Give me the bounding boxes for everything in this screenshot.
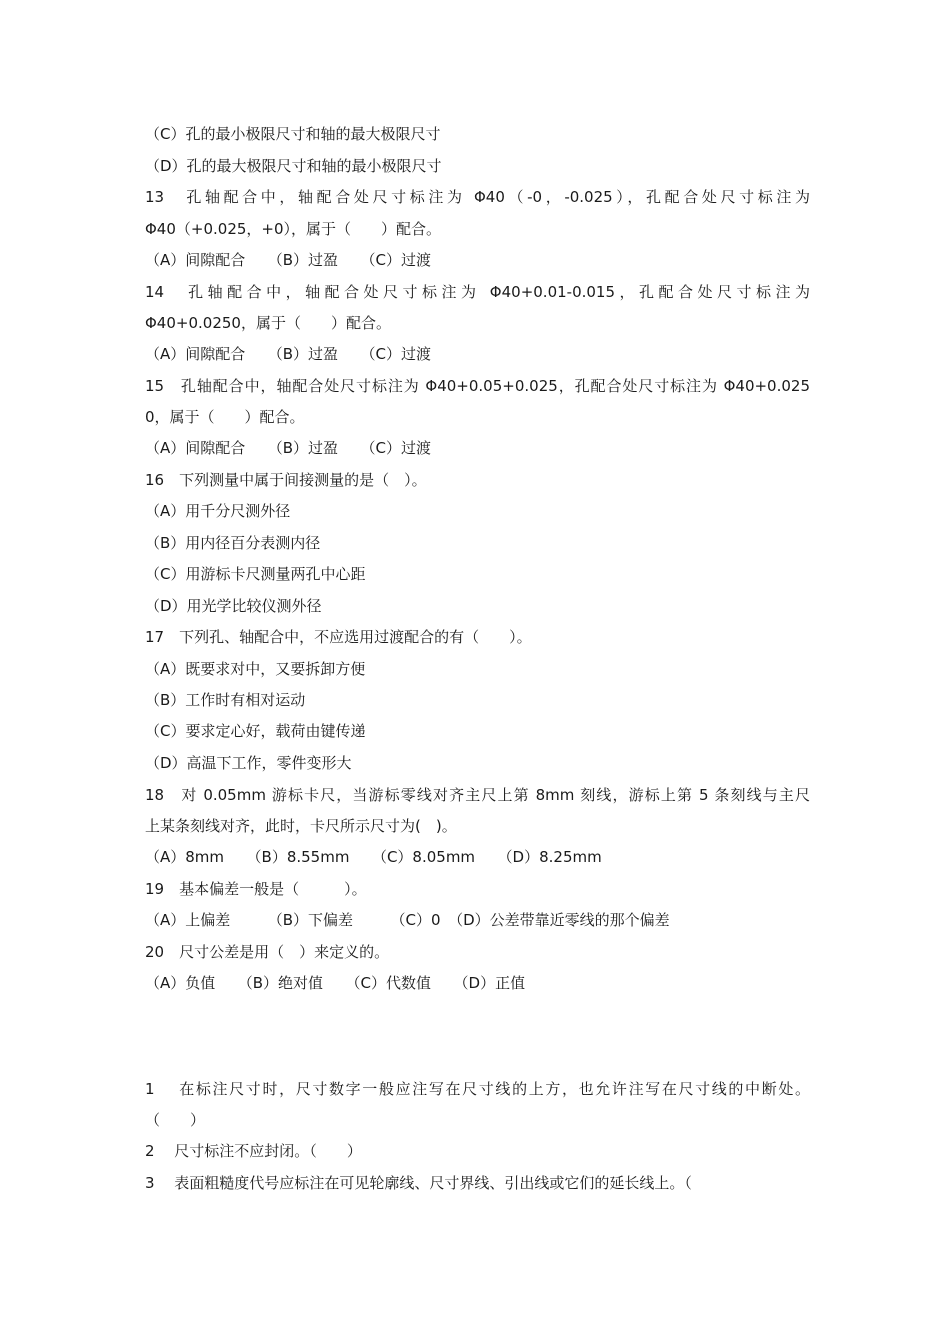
question-15-line2: 0，属于（ ）配合。 xyxy=(145,408,305,426)
question-13-line1: 13 孔轴配合中，轴配合处尺寸标注为 Φ40（-0，-0.025），孔配合处尺寸标注为 xyxy=(145,188,810,206)
option-12d: （D）孔的最大极限尺寸和轴的最小极限尺寸 xyxy=(145,157,442,175)
question-17: 17 下列孔、轴配合中，不应选用过渡配合的有（ ）。 xyxy=(145,628,532,646)
judge-1-line1: 1 在标注尺寸时，尺寸数字一般应注写在尺寸线的上方，也允许注写在尺寸线的中断处。 xyxy=(145,1080,810,1098)
option-17a: （A）既要求对中，又要拆卸方便 xyxy=(145,660,366,678)
option-12c: （C）孔的最小极限尺寸和轴的最大极限尺寸 xyxy=(145,125,441,143)
options-19: （A）上偏差 （B）下偏差 （C）0 （D）公差带靠近零线的那个偏差 xyxy=(145,911,670,929)
question-20: 20 尺寸公差是用（ ）来定义的。 xyxy=(145,943,390,961)
option-16c: （C）用游标卡尺测量两孔中心距 xyxy=(145,565,366,583)
question-18-line2: 上某条刻线对齐，此时，卡尺所示尺寸为( )。 xyxy=(145,817,457,835)
question-14-line2: Φ40+0.0250，属于（ ）配合。 xyxy=(145,314,391,332)
question-13-line2: Φ40（+0.025，+0），属于（ ）配合。 xyxy=(145,220,442,238)
judge-2: 2 尺寸标注不应封闭。（ ） xyxy=(145,1142,362,1160)
question-16: 16 下列测量中属于间接测量的是（ ）。 xyxy=(145,471,427,489)
question-18-line1: 18 对 0.05mm 游标卡尺，当游标零线对齐主尺上第 8mm 刻线，游标上第 5 条刻线与主尺 xyxy=(145,786,810,804)
options-20: （A）负值 （B）绝对值 （C）代数值 （D）正值 xyxy=(145,974,526,992)
options-15: （A）间隙配合 （B）过盈 （C）过渡 xyxy=(145,439,432,457)
option-17c: （C）要求定心好，载荷由键传递 xyxy=(145,722,366,740)
question-15-line1: 15 孔轴配合中，轴配合处尺寸标注为 Φ40+0.05+0.025，孔配合处尺寸标注为 Φ40+0.025 xyxy=(145,377,810,395)
option-17d: （D）高温下工作，零件变形大 xyxy=(145,754,352,772)
question-14-line1: 14 孔轴配合中，轴配合处尺寸标注为 Φ40+0.01-0.015，孔配合处尺寸标注为 xyxy=(145,283,810,301)
option-16a: （A）用千分尺测外径 xyxy=(145,502,291,520)
options-18: （A）8mm （B）8.55mm （C）8.05mm （D）8.25mm xyxy=(145,848,602,866)
option-16b: （B）用内径百分表测内径 xyxy=(145,534,321,552)
judge-3: 3 表面粗糙度代号应标注在可见轮廓线、尺寸界线、引出线或它们的延长线上。（ xyxy=(145,1174,692,1192)
question-19: 19 基本偏差一般是（ ）。 xyxy=(145,880,367,898)
option-17b: （B）工作时有相对运动 xyxy=(145,691,306,709)
options-14: （A）间隙配合 （B）过盈 （C）过渡 xyxy=(145,345,432,363)
judge-1-line2: （ ） xyxy=(145,1111,206,1129)
options-13: （A）间隙配合 （B）过盈 （C）过渡 xyxy=(145,251,432,269)
option-16d: （D）用光学比较仪测外径 xyxy=(145,597,322,615)
